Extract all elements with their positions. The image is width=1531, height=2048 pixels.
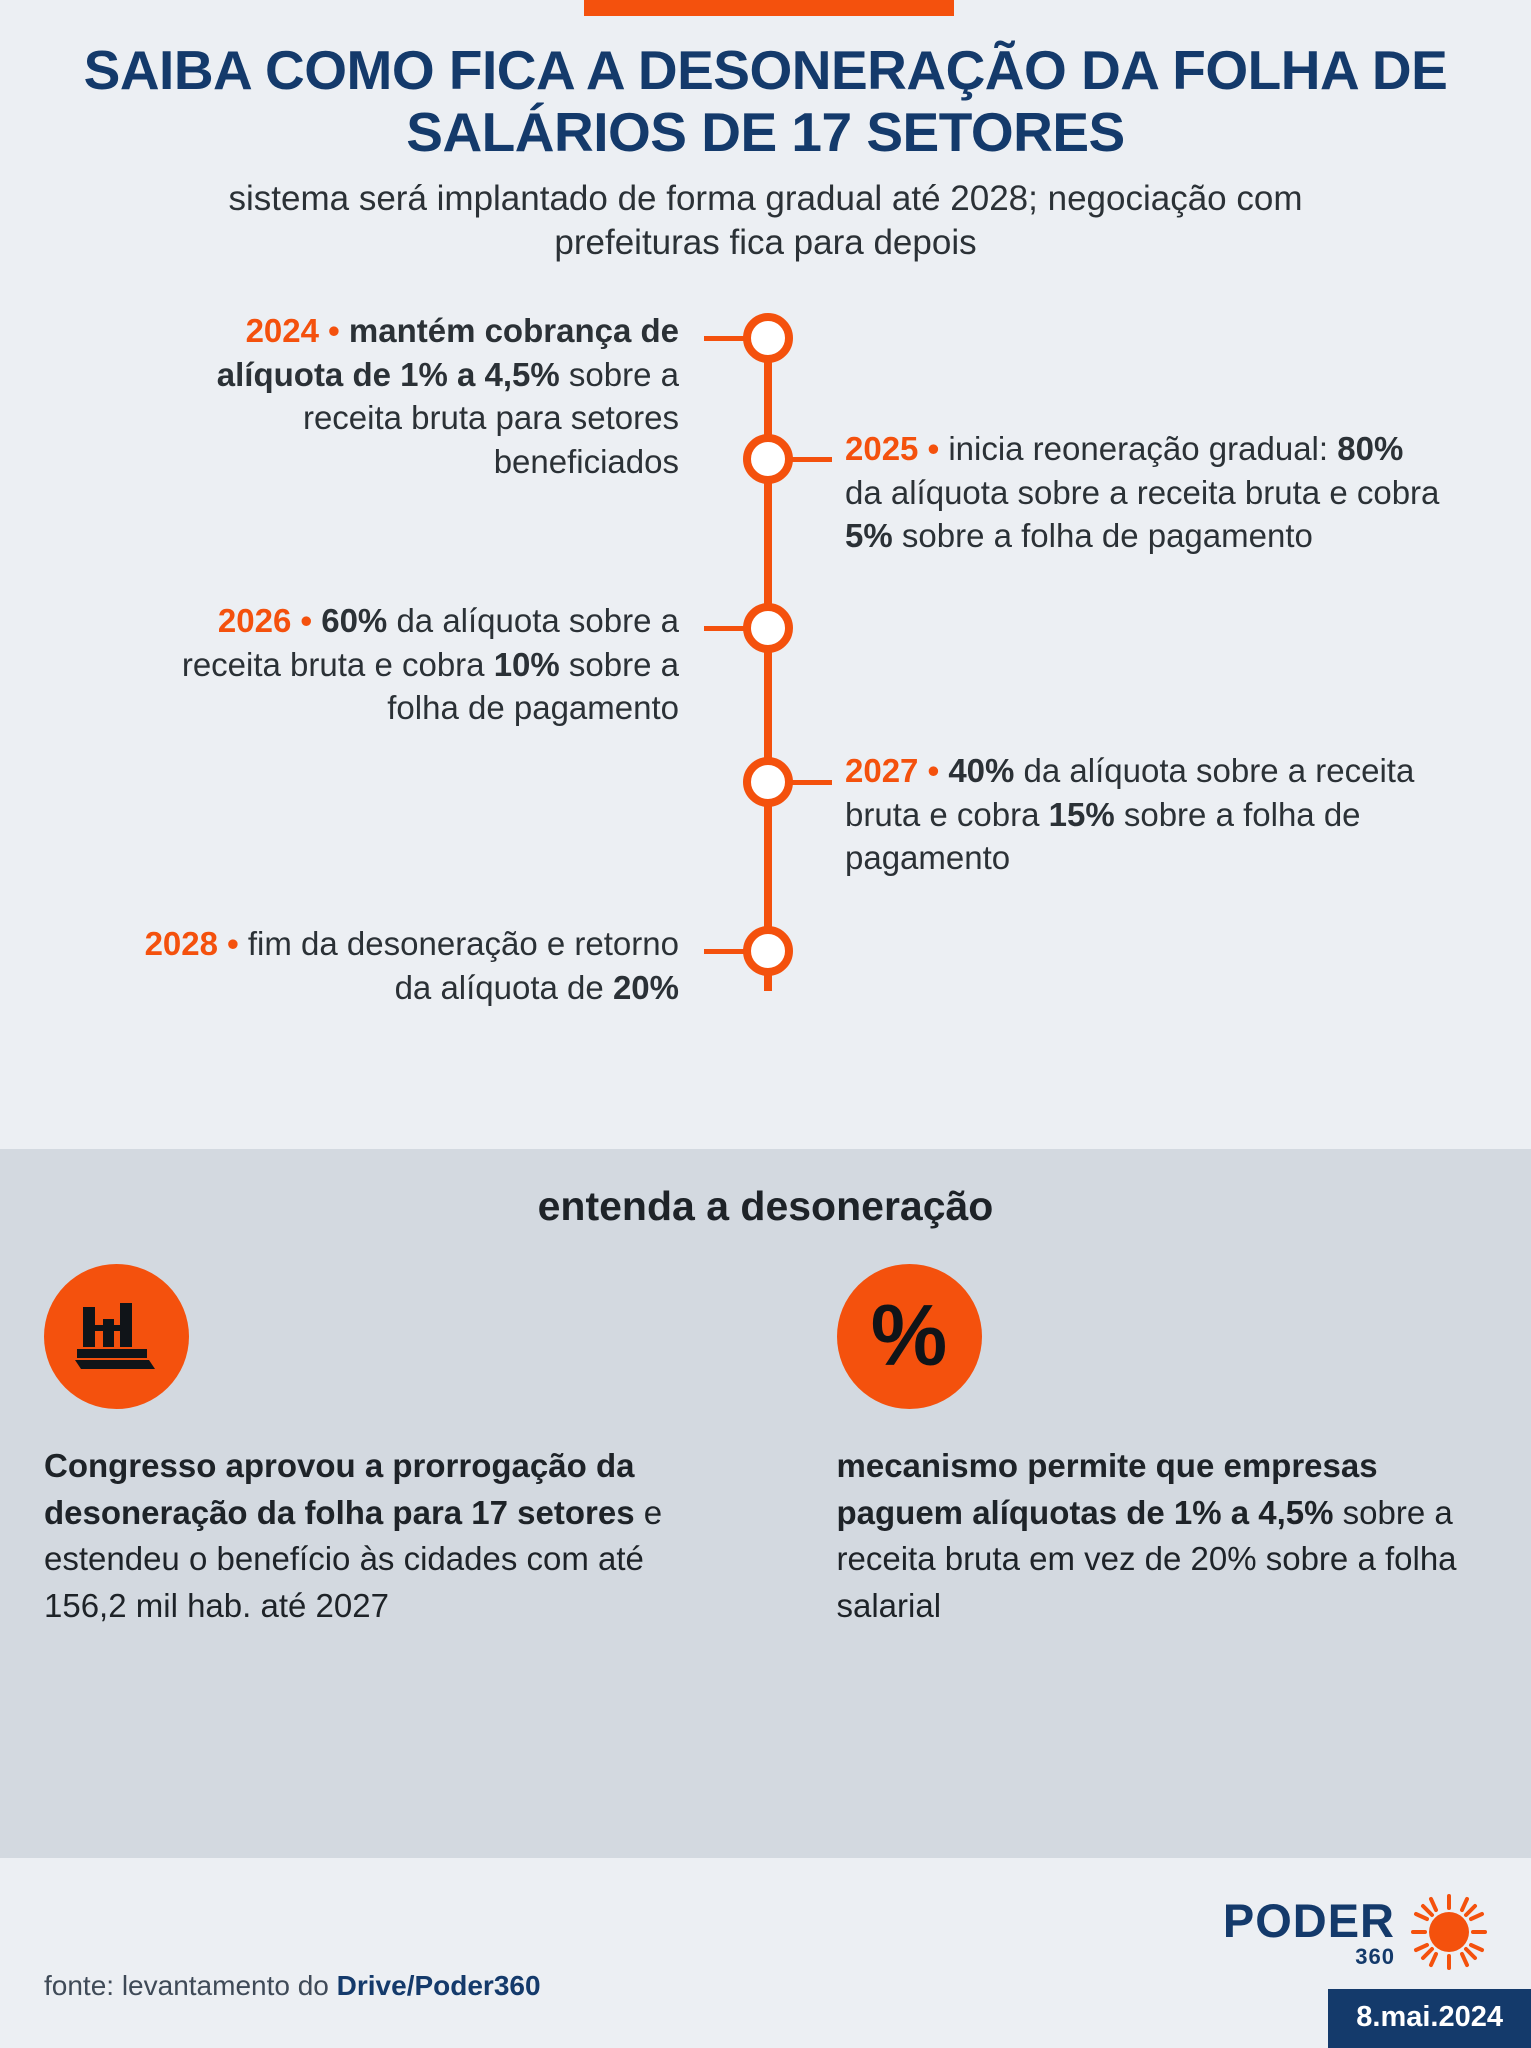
brand-logo [1223, 1892, 1489, 1972]
percent-glyph: % [870, 1288, 948, 1385]
timeline-year-2025: 2025 [845, 429, 919, 467]
brand-sub: 360 [1355, 1943, 1395, 1969]
page-subtitle: sistema será implantado de forma gradual até 2028; negociação com prefeituras fica para depois [228, 179, 1303, 262]
timeline-year-2027: 2027 [845, 751, 919, 789]
understand-card-percent [837, 1264, 1490, 1630]
timeline-node-2028 [743, 926, 793, 976]
timeline-node-2026 [743, 603, 793, 653]
header [0, 0, 1531, 265]
understand-section [0, 1149, 1531, 1858]
understand-card-congress [44, 1264, 697, 1630]
brand-name: PODER [1222, 1893, 1395, 1947]
timeline-text-2024: mantém cobrança de alíquota de 1% a 4,5% sobre a receita bruta para setores beneficiados [216, 311, 679, 481]
timeline-node-2024 [743, 313, 793, 363]
source-strong: Drive/Poder360 [336, 1970, 541, 2001]
timeline-connector-2027 [790, 780, 832, 785]
percent-icon [837, 1264, 982, 1409]
timeline-connector-2028 [704, 949, 746, 954]
timeline-year-2028: 2028 [144, 924, 218, 962]
timeline-item-2024: 2024 • mantém cobrança de alíquota de 1% a 4,5% sobre a receita bruta para setores beneficiados [216, 311, 679, 481]
timeline-item-2028: 2028 • fim da desoneração e retorno da alíquota de 20% [144, 924, 679, 1006]
timeline-text-2026: 60% da alíquota sobre a receita bruta e cobra 10% sobre a folha de pagamento [181, 601, 679, 727]
timeline-connector-2026 [704, 626, 746, 631]
date-badge: 8.mai.2024 [1328, 1989, 1531, 2048]
timeline-text-2028: fim da desoneração e retorno da alíquota de 20% [247, 924, 679, 1006]
understand-card-congress-text: Congresso aprovou a prorrogação da desoneração da folha para 17 setores e estendeu o benefício às cidades com até 156,2 mil hab. até 2027 [44, 1446, 663, 1625]
understand-title: entenda a desoneração [537, 1182, 994, 1229]
timeline-year-2024: 2024 [245, 311, 319, 349]
timeline-axis [764, 334, 772, 991]
brand-text [1222, 1893, 1395, 1969]
top-accent-bar [584, 0, 954, 16]
factory-icon [44, 1264, 189, 1409]
timeline-item-2027: 2027 • 40% da alíquota sobre a receita bruta e cobra 15% sobre a folha de pagamento [845, 751, 1415, 877]
timeline-text-2025: inicia reoneração gradual: 80% da alíquota sobre a receita bruta e cobra 5% sobre a folha de pagamento [845, 429, 1440, 555]
sun-burst-icon [1409, 1892, 1489, 1972]
timeline-year-2026: 2026 [217, 601, 292, 639]
timeline [0, 309, 1531, 1149]
source-prefix: fonte: levantamento do [44, 1970, 337, 2001]
timeline-connector-2025 [790, 457, 832, 462]
understand-card-percent-text: mecanismo permite que empresas paguem alíquotas de 1% a 4,5% sobre a receita bruta em vez de 20% sobre a folha salarial [836, 1446, 1457, 1625]
timeline-item-2026: 2026 • 60% da alíquota sobre a receita bruta e cobra 10% sobre a folha de pagamento [181, 601, 679, 727]
understand-cards [42, 1264, 1489, 1630]
timeline-node-2027 [743, 757, 793, 807]
timeline-node-2025 [743, 434, 793, 484]
source-note [44, 1970, 541, 2002]
timeline-text-2027: 40% da alíquota sobre a receita bruta e cobra 15% sobre a folha de pagamento [845, 751, 1415, 877]
page-title: SAIBA COMO FICA A DESONERAÇÃO DA FOLHA DE SALÁRIOS DE 17 SETORES [83, 39, 1448, 163]
timeline-connector-2024 [704, 336, 746, 341]
footer [0, 1858, 1531, 2048]
timeline-item-2025: 2025 • inicia reoneração gradual: 80% da alíquota sobre a receita bruta e cobra 5% sobre a folha de pagamento [845, 429, 1440, 555]
